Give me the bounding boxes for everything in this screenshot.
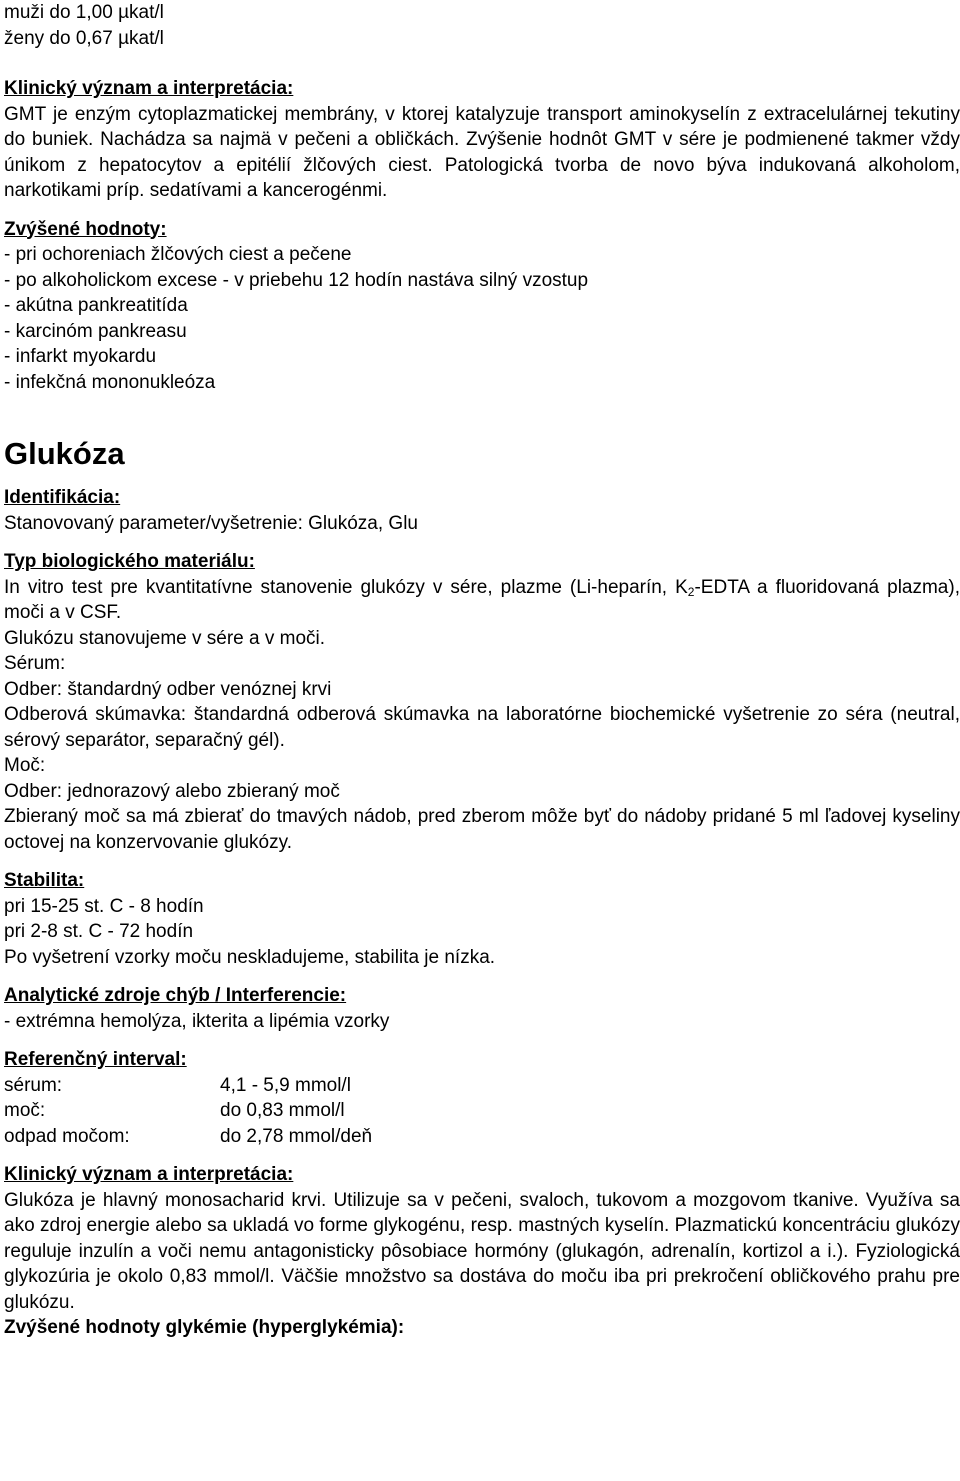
gmt-ref-women: ženy do 0,67 µkat/l <box>4 27 164 49</box>
reference-row <box>4 1124 960 1150</box>
identification-text: Stanovovaný parameter/vyšetrenie: Glukóza, Glu <box>4 512 418 534</box>
urine-label: Moč: <box>4 755 46 776</box>
gmt-elevated-list <box>4 242 960 395</box>
interference-heading: Analytické zdroje chýb / Interferencie: <box>4 985 347 1006</box>
reference-heading: Referenčný interval: <box>4 1049 187 1070</box>
urine-collect: Zbieraný moč sa má zbierať do tmavých nádob, pred zberom môže byť do nádoby pridané 5 ml ľadovej kyseliny octovej na konzervovanie glukózy. <box>4 806 960 853</box>
reference-row <box>4 1098 960 1124</box>
spacer <box>4 204 960 217</box>
list-item: - pri ochoreniach žlčových ciest a pečene <box>4 244 352 265</box>
material-measure: Glukózu stanovujeme v sére a v moči. <box>4 627 326 649</box>
spacer <box>4 1034 960 1047</box>
list-item: - akútna pankreatitída <box>4 295 188 316</box>
stability-heading: Stabilita: <box>4 870 85 891</box>
material-heading: Typ biologického materiálu: <box>4 551 255 572</box>
spacer <box>4 472 960 485</box>
reference-row <box>4 1073 960 1099</box>
reference-value: do 0,83 mmol/l <box>220 1100 345 1121</box>
list-item: - infekčná mononukleóza <box>4 371 216 393</box>
spacer <box>4 1149 960 1162</box>
interference-text: - extrémna hemolýza, ikterita a lipémia vzorky <box>4 1010 390 1032</box>
list-item: - karcinóm pankreasu <box>4 320 187 342</box>
reference-value: do 2,78 mmol/deň <box>220 1125 373 1147</box>
reference-label: sérum: <box>4 1074 63 1096</box>
hyperglycemia-heading: Zvýšené hodnoty glykémie (hyperglykémia): <box>4 1317 405 1338</box>
reference-label: odpad močom: <box>4 1125 130 1147</box>
serum-draw: Odber: štandardný odber venóznej krvi <box>4 678 332 700</box>
gmt-ref-men: muži do 1,00 µkat/l <box>4 2 164 23</box>
serum-tube: Odberová skúmavka: štandardná odberová skúmavka na laboratórne biochemické vyšetrenie zo séra (neutral, sérový separátor, separačný gél). <box>4 704 960 751</box>
reference-label: moč: <box>4 1100 46 1121</box>
spacer <box>4 970 960 983</box>
urine-draw: Odber: jednorazový alebo zbieraný moč <box>4 780 340 802</box>
subscript: 2 <box>687 584 695 599</box>
spacer <box>4 51 960 76</box>
serum-label: Sérum: <box>4 653 66 674</box>
list-item: pri 15-25 st. C - 8 hodín <box>4 895 204 917</box>
gmt-elevated-heading: Zvýšené hodnoty: <box>4 218 167 240</box>
reference-value: 4,1 - 5,9 mmol/l <box>220 1074 351 1096</box>
list-item: - po alkoholickom excese - v priebehu 12 hodín nastáva silný vzostup <box>4 269 589 291</box>
reference-table <box>4 1073 960 1150</box>
spacer <box>4 536 960 549</box>
list-item: - infarkt myokardu <box>4 346 157 367</box>
gmt-clinical-paragraph: GMT je enzým cytoplazmatickej membrány, v ktorej katalyzuje transport aminokyselín z extracelulárnej tekutiny do buniek. Nachádza sa najmä v pečeni a obličkách. Zvýšenie hodnôt GMT v sére je podmienené takmer vždy únikom z hepatocytov a epitélií žlčových ciest. Patologická tvorba de novo býva indukovaná alkoholom, narkotikami príp. sedatívami a kancerogénmi. <box>4 103 960 201</box>
gmt-clinical-heading: Klinický význam a interpretácia: <box>4 78 294 99</box>
spacer <box>4 395 960 436</box>
glucose-clinical-paragraph: Glukóza je hlavný monosacharid krvi. Utilizuje sa v pečeni, svaloch, tukovom a mozgovom tkanive. Využíva sa ako zdroj energie alebo sa ukladá vo forme glykogénu, resp. mastných kyselín. Plazmatickú koncentráciu glukózy reguluje inzulín a voči nemu antagonisticky pôsobiace hormóny (glukagón, adrenalín, kortizol a i.). Fyziologická glykozúria je okolo 0,83 mmol/l. Väčšie množstvo sa dostáva do moču iba pri prekročení obličkového prahu pre glukózu. <box>4 1189 960 1313</box>
spacer <box>4 855 960 868</box>
identification-heading: Identifikácia: <box>4 487 121 508</box>
glucose-clinical-heading: Klinický význam a interpretácia: <box>4 1164 294 1185</box>
material-intro: In vitro test pre kvantitatívne stanovenie glukózy v sére, plazme (Li-heparín, $K_2$-EDTA a fluoridovaná plazma), moči a v CSF. <box>4 576 960 623</box>
section-title-glucose: Glukóza <box>4 436 125 471</box>
list-item: pri 2-8 st. C - 72 hodín <box>4 921 194 942</box>
list-item: Po vyšetrení vzorky moču neskladujeme, stabilita je nízka. <box>4 946 496 968</box>
